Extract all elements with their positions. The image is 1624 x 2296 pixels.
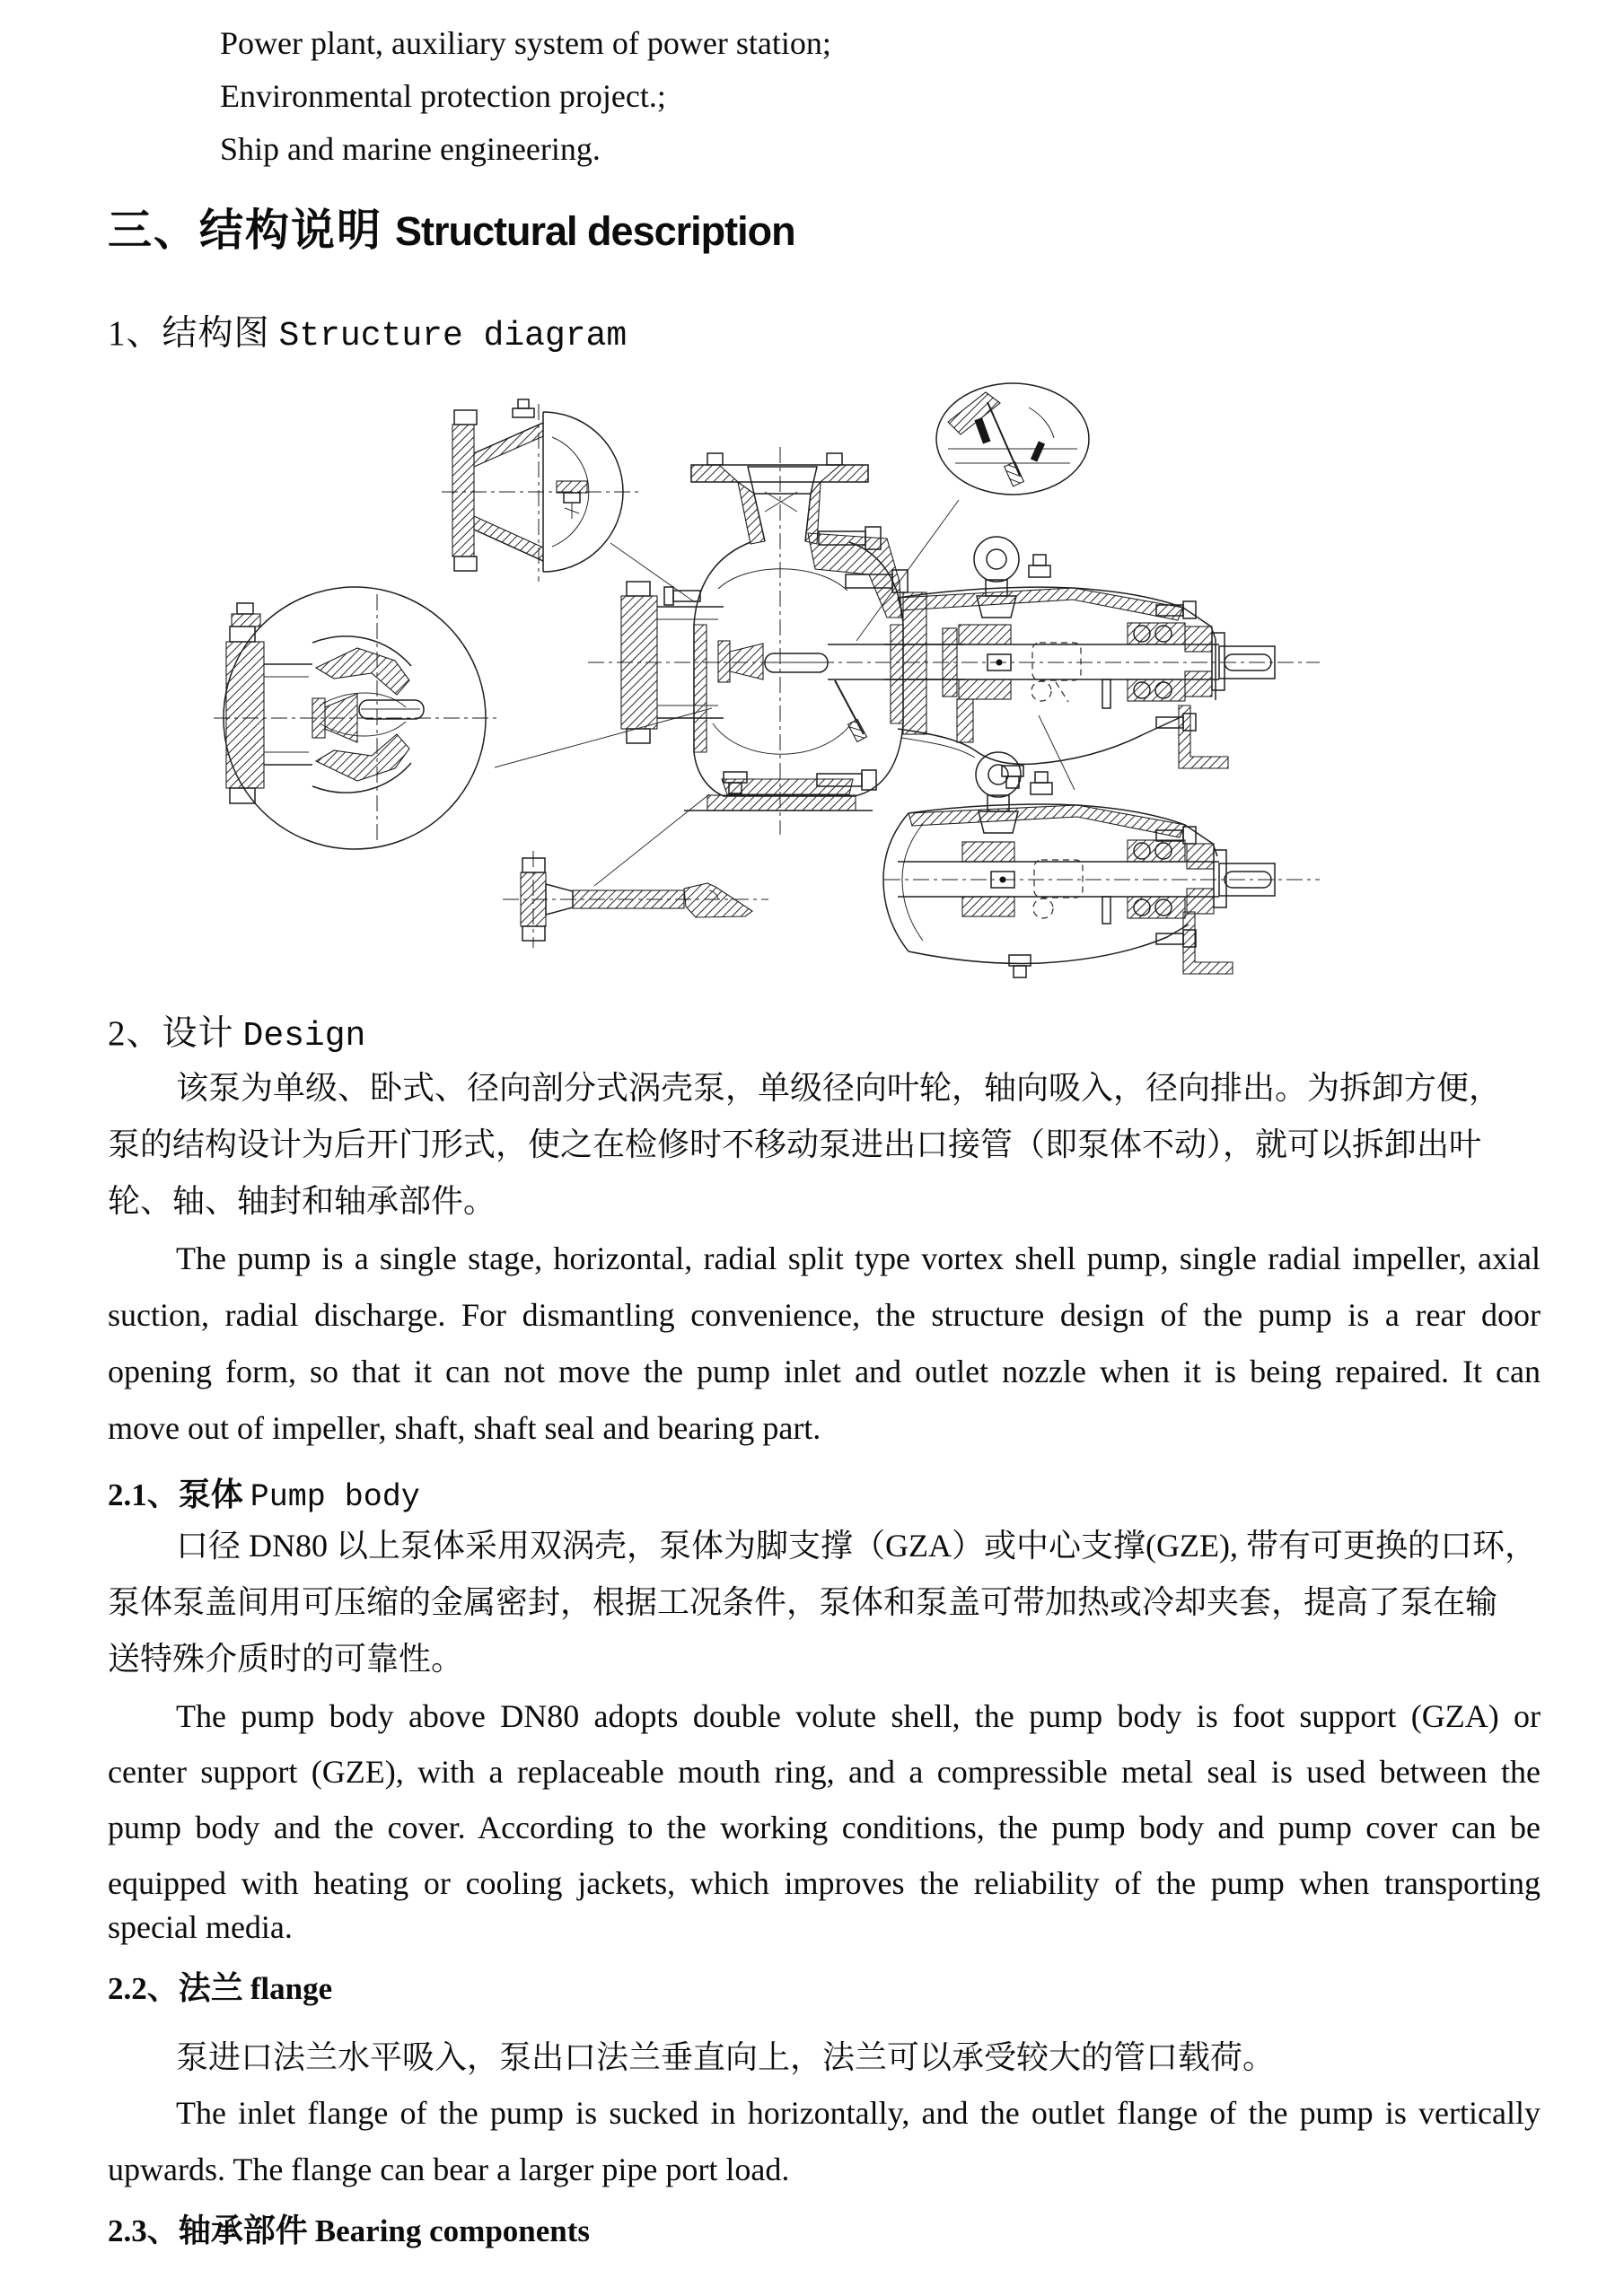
paragraph-line: pump body and the cover. According to the working conditions, the pump body and pump cover can be — [108, 1810, 1541, 1845]
paragraph-line: 泵体泵盖间用可压缩的金属密封，根据工况条件，泵体和泵盖可带加热或冷却夹套，提高了泵在输 — [108, 1584, 1498, 1620]
subheading-num: 2.1、 — [108, 1477, 179, 1512]
paragraph-line: suction, radial discharge. For dismantling convenience, the structure design of the pump is a rear door — [108, 1297, 1541, 1333]
paragraph-line: The inlet flange of the pump is sucked in horizontally, and the outlet flange of the pump is vertically — [176, 2095, 1541, 2131]
subheading-zh: 法兰 — [178, 1970, 243, 2006]
subheading-num: 2.3、 — [108, 2213, 179, 2248]
paragraph-line: 泵的结构设计为后开门形式，使之在检修时不移动泵进出口接管（即泵体不动），就可以拆卸出叶 — [108, 1126, 1482, 1162]
subheading-zh: 泵体 — [178, 1477, 243, 1512]
paragraph-line: The pump is a single stage, horizontal, radial split type vortex shell pump, single radial impeller, axial — [176, 1240, 1541, 1276]
section-heading-structural-description — [108, 196, 795, 259]
subheading-design — [108, 1005, 365, 1056]
paragraph-line: 泵进口法兰水平吸入，泵出口法兰垂直向上，法兰可以承受较大的管口载荷。 — [176, 2039, 1276, 2075]
subheading-en: Design — [242, 1017, 366, 1056]
subheading-en: Pump body — [250, 1479, 420, 1515]
impeller-detail — [214, 587, 499, 849]
subheading-structure-diagram — [108, 305, 627, 355]
subheading-en: flange — [250, 1971, 333, 2006]
stud-part — [503, 851, 768, 948]
intro-line: Ship and marine engineering. — [220, 131, 601, 167]
paragraph-line: upwards. The flange can bear a larger pipe port load. — [108, 2151, 790, 2187]
subheading-en: Structure diagram — [278, 317, 628, 355]
subheading-num: 2.2、 — [108, 1971, 179, 2006]
paragraph-line: move out of impeller, shaft, shaft seal and bearing part. — [108, 1410, 821, 1446]
intro-line: Power plant, auxiliary system of power station; — [220, 25, 831, 61]
paragraph-line: opening form, so that it can not move the pump inlet and outlet nozzle when it is being repaired. It can — [108, 1354, 1541, 1389]
paragraph-line: 送特殊介质时的可靠性。 — [108, 1641, 464, 1677]
subheading-zh: 轴承部件 — [178, 2213, 308, 2248]
section-heading-en: Structural description — [395, 208, 795, 254]
subheading-zh: 1、结构图 — [108, 314, 270, 353]
paragraph-line: 轮、轴、轴封和轴承部件。 — [108, 1183, 496, 1219]
seal-detail-view — [936, 383, 1089, 495]
subheading-bearing-components — [108, 2205, 590, 2251]
paragraph-line: 口径 DN80 以上泵体采用双涡壳，泵体为脚支撑（GZA）或中心支撑(GZE), 带有可更换的口环， — [176, 1528, 1537, 1564]
bearing-assembly-lower — [883, 752, 1320, 977]
paragraph-line: center support (GZE), with a replaceable mouth ring, and a compressible metal seal is used between the — [108, 1754, 1541, 1790]
paragraph-line: equipped with heating or cooling jackets, which improves the reliability of the pump when transporting — [108, 1865, 1541, 1901]
section-heading-zh: 三、结构说明 — [108, 206, 383, 255]
subheading-pump-body — [108, 1469, 420, 1515]
subheading-zh: 2、设计 — [108, 1014, 234, 1053]
paragraph-line: 该泵为单级、卧式、径向剖分式涡壳泵，单级径向叶轮，轴向吸入，径向排出。为拆卸方便， — [176, 1070, 1502, 1106]
pump-casing-section — [621, 447, 965, 835]
intro-line: Environmental protection project.; — [220, 78, 666, 114]
paragraph-line: special media. — [108, 1909, 293, 1945]
subheading-flange — [108, 1963, 332, 2009]
paragraph-line: The pump body above DN80 adopts double volute shell, the pump body is foot support (GZA) or — [176, 1698, 1541, 1734]
subheading-en: Bearing components — [314, 2213, 591, 2248]
suction-cone-part — [442, 399, 639, 582]
